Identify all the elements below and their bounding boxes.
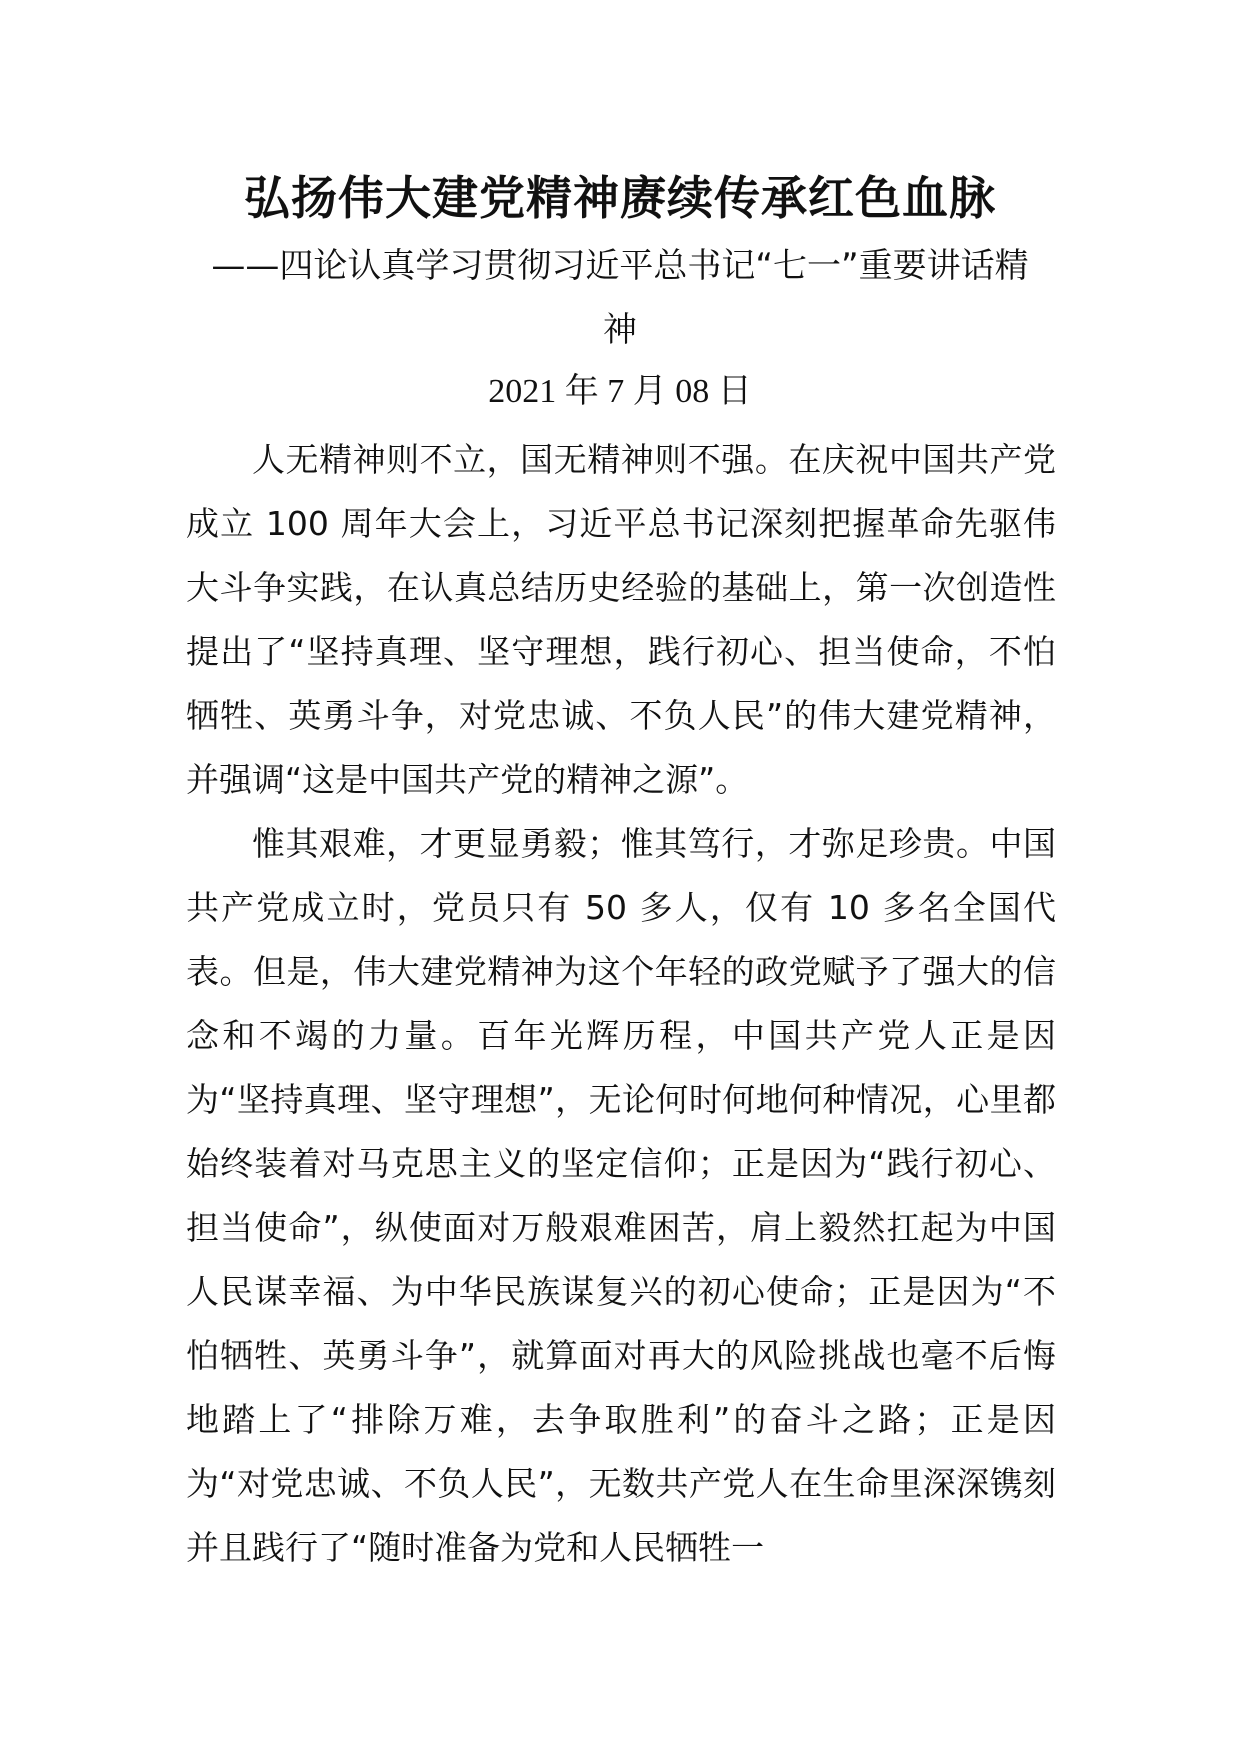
document-title: 弘扬伟大建党精神赓续传承红色血脉 [244,171,996,225]
paragraph: 惟其艰难，才更显勇毅；惟其笃行，才弥足珍贵。中国共产党成立时，党员只有 50 多人，仅有 10 多名全国代表。但是，伟大建党精神为这个年轻的政党赋予了强大的信念和不竭的力量。百年光辉历程，中国共产党人正是因为“坚持真理、坚守理想”，无论何时何地何种情况，心里都始终装着对马克思主义的坚定信仰；正是因为“践行初心、担当使命”，纵使面对万般艰难困苦，肩上毅然扛起为中国人民谋幸福、为中华民族谋复兴的初心使命；正是因为“不怕牺牲、英勇斗争”，就算面对再大的风险挑战也毫不后悔地踏上了“排除万难，去争取胜利”的奋斗之路；正是因为“对党忠诚、不负人民”，无数共产党人在生命里深深镌刻并且践行了“随时准备为党和人民牺牲一 [186,824,1056,1567]
document-body [186,428,1056,1580]
document-date: 2021 年 7 月 08 日 [488,373,752,410]
document-subtitle: ——四论认真学习贯彻习近平总书记“七一”重要讲话精神 [211,246,1029,350]
paragraph: 人无精神则不立，国无精神则不强。在庆祝中国共产党成立 100 周年大会上，习近平总书记深刻把握革命先驱伟大斗争实践，在认真总结历史经验的基础上，第一次创造性提出了“坚持真理、坚守理想，践行初心、担当使命，不怕牺牲、英勇斗争，对党忠诚、不负人民”的伟大建党精神，并强调“这是中国共产党的精神之源”。 [186,440,1056,799]
